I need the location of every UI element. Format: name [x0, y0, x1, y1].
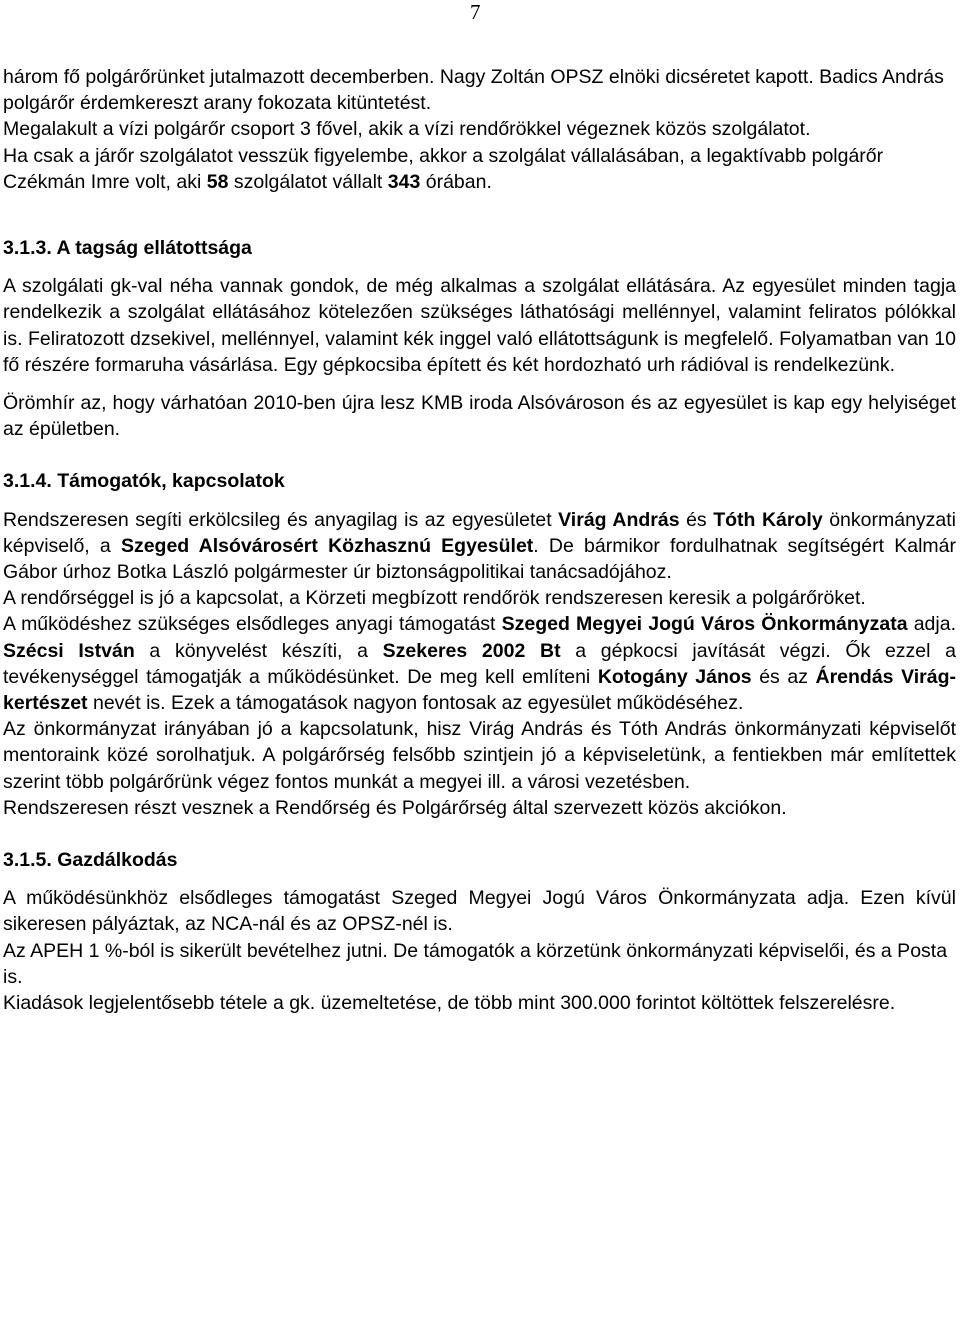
section-heading-3-1-3: 3.1.3. A tagság ellátottsága — [3, 237, 252, 260]
section-3-1-4-paragraph-1: Rendszeresen segíti erkölcsileg és anyagilag is az egyesületet Virág András és Tóth Károly önkormányzati képviselő, a Szeged Alsóvárosért Közhasznú Egyesület. De bármikor fordulhatnak segítségért Kalmár Gábor úrhoz Botka László polgármester úr biztonságpolitikai tanácsadójához. — [3, 508, 957, 584]
section-3-1-3-paragraph-1: A szolgálati gk-val néha vannak gondok, de még alkalmas a szolgálat ellátására. Az egyesület minden tagja rendelkezik a szolgálat ellátásához kötelezően szükséges láthatósági mellénnyel, valamint feliratos pólókkal is. Feliratozott dzsekivel, mellénnyel, valamint kék inggel való ellátottságunk is megfelelő. Folyamatban van 10 fő részére formaruha vásárlása. Egy gépkocsiba épített és két hordozható urh rádióval is rendelkezünk. — [3, 275, 956, 376]
service-hours: 343 — [387, 170, 421, 193]
section-3-1-4-paragraph-3: A működéshez szükséges elsődleges anyagi támogatást Szeged Megyei Jogú Város Önkormányzata adja. Szécsi István a könyvelést készíti, a Szekeres 2002 Bt a gépkocsi javítását végzi. Ők ezzel a tevékenységgel támogatják a működésünket. De meg kell említeni Kotogány János és az Árendás Virág-kertészet nevét is. Ezek a támogatások nagyon fontosak az egyesület működéséhez. — [3, 613, 956, 715]
page-number: 7 — [470, 0, 481, 24]
section-heading-3-1-5: 3.1.5. Gazdálkodás — [3, 849, 178, 872]
document-body — [3, 64, 956, 1016]
section-heading-3-1-4: 3.1.4. Támogatók, kapcsolatok — [3, 470, 285, 493]
intro-paragraph-3: Ha csak a járőr szolgálatot vesszük figyelembe, akkor a szolgálat vállalásában, a legaktívabb polgárőr Czékmán Imre volt, aki 58 szolgálatot vállalt 343 órában. — [3, 144, 884, 193]
section-3-1-5-paragraph-2: Az APEH 1 %-ból is sikerült bevételhez jutni. De támogatók a körzetünk önkormányzati képviselői, és a Posta is. — [3, 939, 948, 988]
intro-paragraph-2: Megalakult a vízi polgárőr csoport 3 fővel, akik a vízi rendőrökkel végeznek közös szolgálatot. — [3, 118, 811, 141]
section-3-1-3-paragraph-2: Örömhír az, hogy várhatóan 2010-ben újra lesz KMB iroda Alsóvároson és az egyesület is kap egy helyiséget az épületben. — [3, 392, 956, 441]
section-3-1-4-paragraph-5: Rendszeresen részt vesznek a Rendőrség és Polgárőrség által szervezett közös akciókon. — [3, 796, 787, 819]
section-3-1-4-paragraph-2: A rendőrséggel is jó a kapcsolat, a Körzeti megbízott rendőrök rendszeresen keresik a polgárőröket. — [3, 587, 866, 610]
section-3-1-5-paragraph-1: A működésünkhöz elsődleges támogatást Szeged Megyei Jogú Város Önkormányzata adja. Ezen kívül sikeresen pályáztak, az NCA-nál és az OPSZ-nél is. — [3, 887, 956, 936]
service-count: 58 — [206, 170, 229, 193]
section-3-1-5-paragraph-3: Kiadások legjelentősebb tétele a gk. üzemeltetése, de több mint 300.000 forintot költöttek felszerelésre. — [3, 992, 896, 1015]
section-3-1-4-paragraph-4: Az önkormányzat irányában jó a kapcsolatunk, hisz Virág András és Tóth András önkormányzati képviselőt mentoraink közé sorolhatjuk. A polgárőrség felsőbb szintjein jó a képviseletünk, a fentiekben már említettek szerint több polgárőrünk végez fontos munkát a megyei ill. a városi vezetésben. — [3, 718, 956, 793]
intro-paragraph-1: három fő polgárőrünket jutalmazott decemberben. Nagy Zoltán OPSZ elnöki dicséretet kapott. Badics András polgárőr érdemkereszt arany fokozata kitüntetést. — [3, 66, 944, 115]
